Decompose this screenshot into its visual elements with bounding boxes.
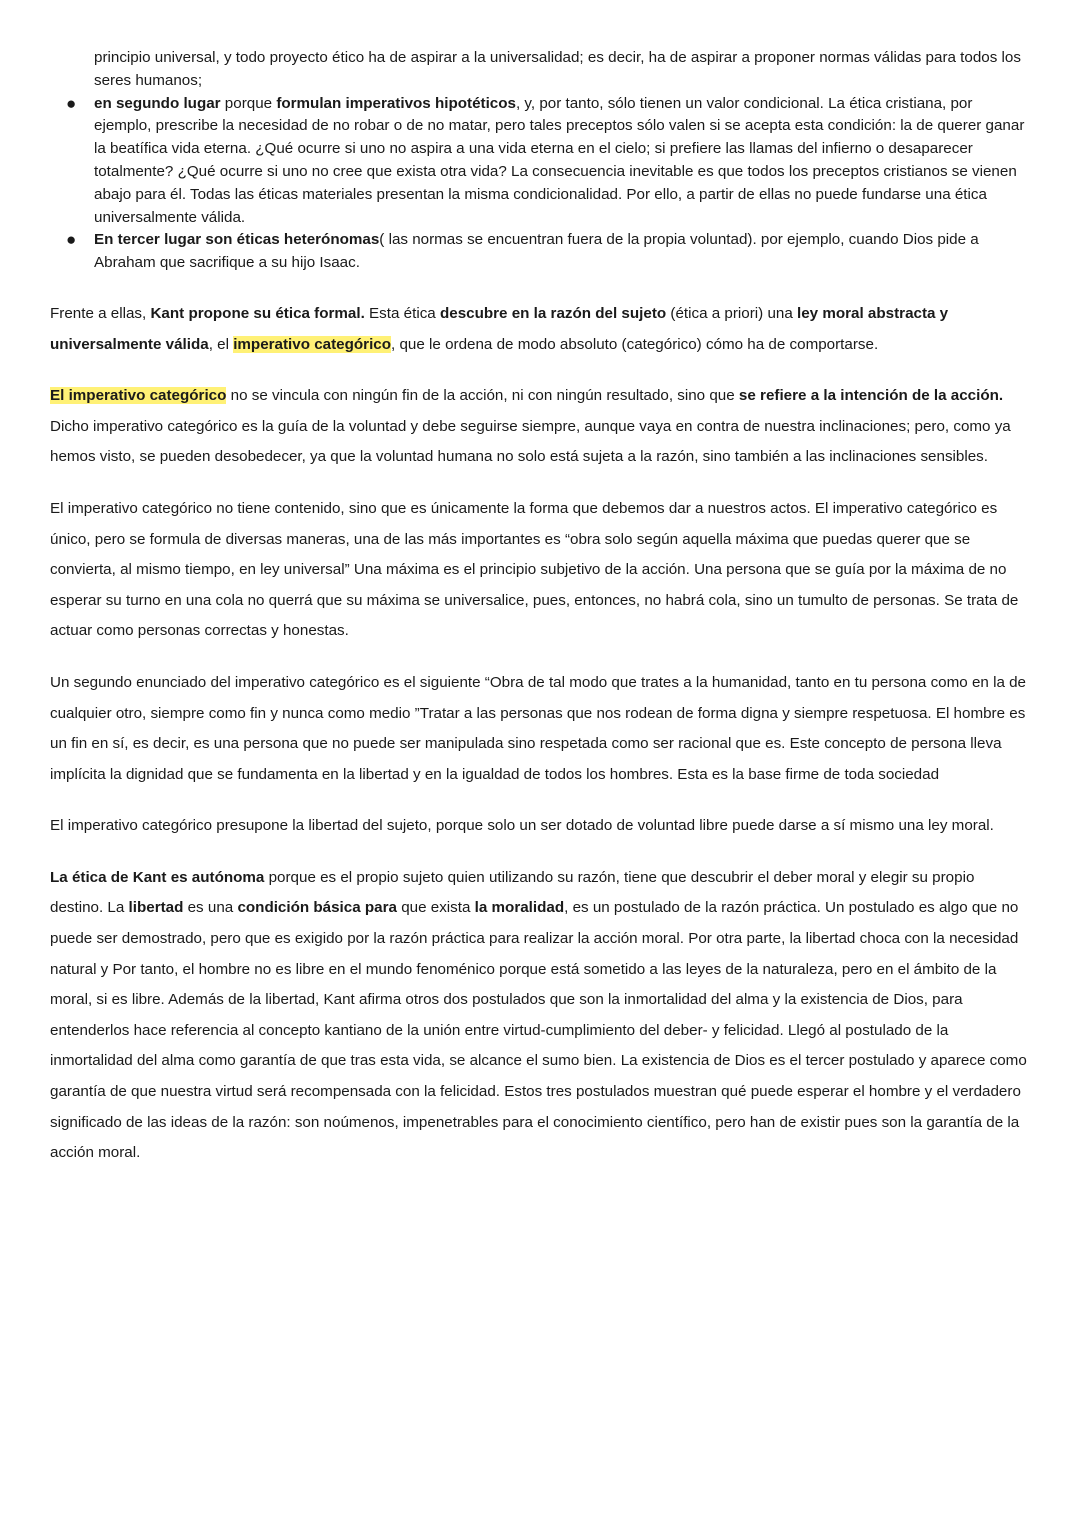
paragraph-contenido: El imperativo categórico no tiene contenido, sino que es únicamente la forma que debemos dar a nuestros actos. El imperativo categórico es único, pero se formula de diversas maneras, una de las más importantes es “obra solo según aquella máxima que puedas querer que se convierta, al mismo tiempo, en ley universal” Una máxima es el principio subjetivo de la acción. Una persona que se guía por la máxima de no esperar su turno en una cola no querrá que su máxima se universalice, pues, entonces, no habrá cola, sino un tumulto de personas. Se trata de actuar como personas correctas y honestas. xyxy=(50,499,1019,640)
text-run: que exista xyxy=(396,899,475,917)
list-item-segundo-lugar xyxy=(66,93,1030,230)
paragraph-segundo-enunciado: Un segundo enunciado del imperativo categórico es el siguiente “Obra de tal modo que trates a la humanidad, tanto en tu persona como en la de cualquier otro, siempre como fin y nunca como medio ”Tratar a las personas que nos rodean de forma digna y siempre respetuosa. El hombre es un fin en sí, es decir, es una persona que no puede ser manipulada sino respetada como ser racional que es. Este concepto de persona lleva implícita la dignidad que se fundamenta en la libertad y en la igualdad de todos los hombres. Esta es la base firme de toda sociedad xyxy=(50,673,1026,783)
text-run: porque es el propio sujeto quien utilizando su razón, tiene que descubrir el deber moral y elegir su propio destino. La xyxy=(50,868,975,917)
bold-phrase: ley moral abstracta y universalmente válida xyxy=(50,304,949,353)
bold-phrase: La ética de Kant es autónoma xyxy=(50,868,265,886)
bold-phrase: Kant propone su ética formal. xyxy=(150,304,365,322)
paragraph-libertad: El imperativo categórico presupone la libertad del sujeto, porque solo un ser dotado de voluntad libre puede darse a sí mismo una ley moral. xyxy=(50,817,994,835)
text-run: no se vincula con ningún fin de la acción, ni con ningún resultado, sino que xyxy=(226,387,739,405)
bold-phrase: la moralidad xyxy=(474,899,565,917)
highlighted-term: El imperativo categórico xyxy=(50,387,227,405)
bullet-dot-icon: ● xyxy=(66,230,77,250)
bold-phrase: En tercer lugar son éticas heterónomas xyxy=(94,231,380,249)
text-run: es una xyxy=(183,899,238,917)
list-item-tercer-lugar xyxy=(66,229,1030,275)
text-run: , el xyxy=(208,335,234,353)
paragraph-imperativo xyxy=(50,381,1030,473)
text-run: Esta ética xyxy=(364,304,440,322)
bold-phrase: se refiere a la intención de la acción. xyxy=(738,387,1004,405)
text-run: , es un postulado de la razón práctica. Un postulado es algo que no puede ser demostrado, pero que es exigido por la razón práctica para realizar la acción moral. Por otra parte, la libertad choca con la necesidad natural y Por tanto, el hombre no es libre en el mundo fenoménico porque está sometido a las leyes de la naturaleza, pero en el ámbito de la moral, si es libre. Además de la libertad, Kant afirma otros dos postulados que son la inmortalidad del alma y la existencia de Dios, para entenderlos hace referencia al concepto kantiano de la unión entre virtud-cumplimiento del deber- y felicidad. Llegó al postulado de la inmortalidad del alma como garantía de que tras esta vida, se alcance el sumo bien. La existencia de Dios es el tercer postulado y aparece como garantía de que nuestra virtud será recompensada con la felicidad. Estos tres postulados muestran qué puede esperar el hombre y el verdadero significado de las ideas de la razón: son noúmenos, impenetrables para el conocimiento científico, pero han de existir pues son la garantía de la acción moral. xyxy=(50,899,1027,1162)
text-run: porque xyxy=(220,94,277,112)
bold-phrase: descubre en la razón del sujeto xyxy=(439,304,667,322)
text-run: , y, por tanto, sólo tienen un valor condicional. La ética cristiana, por ejemplo, prescribe la necesidad de no robar o de no matar, pero tales preceptos sólo valen si se acepta esta condición: la de querer ganar la beatífica vida eterna. ¿Qué ocurre si uno no aspira a una vida eterna en el cielo; si prefiere las llamas del infierno o desaparecer totalmente? ¿Qué ocurre si uno no cree que exista otra vida? La consecuencia inevitable es que todos los preceptos cristianos se vienen abajo para él. Todas las éticas materiales presentan la misma condicionalidad. Por ello, a partir de ellas no puede fundarse una ética universalmente válida. xyxy=(94,94,1025,226)
text-run: ( las normas se encuentran fuera de la propia voluntad). por ejemplo, cuando Dios pide a Abraham que sacrifique a su hijo Isaac. xyxy=(94,231,979,272)
bold-phrase: formulan imperativos hipotéticos xyxy=(276,94,516,112)
text-run: (ética a priori) una xyxy=(666,304,798,322)
bullet-list xyxy=(50,47,1030,275)
list-item-continuation xyxy=(94,47,1030,93)
text-run: Dicho imperativo categórico es la guía de la voluntad y debe seguirse siempre, aunque vaya en contra de nuestra inclinaciones; pero, como ya hemos visto, se pueden desobedecer, ya que la voluntad humana no solo está sujeta a la razón, sino también a las inclinaciones sensibles. xyxy=(50,417,1011,466)
paragraph-autonoma xyxy=(50,863,1030,1169)
text-run: Frente a ellas, xyxy=(50,304,151,322)
highlighted-term: imperativo categórico xyxy=(233,335,392,353)
bold-phrase: libertad xyxy=(128,899,184,917)
text-run: , que le ordena de modo absoluto (categórico) cómo ha de comportarse. xyxy=(391,335,879,353)
bold-phrase: condición básica para xyxy=(237,899,397,917)
paragraph-etica-formal xyxy=(50,299,1030,360)
continuation-text: principio universal, y todo proyecto ético ha de aspirar a la universalidad; es decir, ha de aspirar a proponer normas válidas para todos los seres humanos; xyxy=(94,49,1021,89)
bold-phrase: en segundo lugar xyxy=(94,94,221,112)
bullet-dot-icon: ● xyxy=(66,93,77,113)
